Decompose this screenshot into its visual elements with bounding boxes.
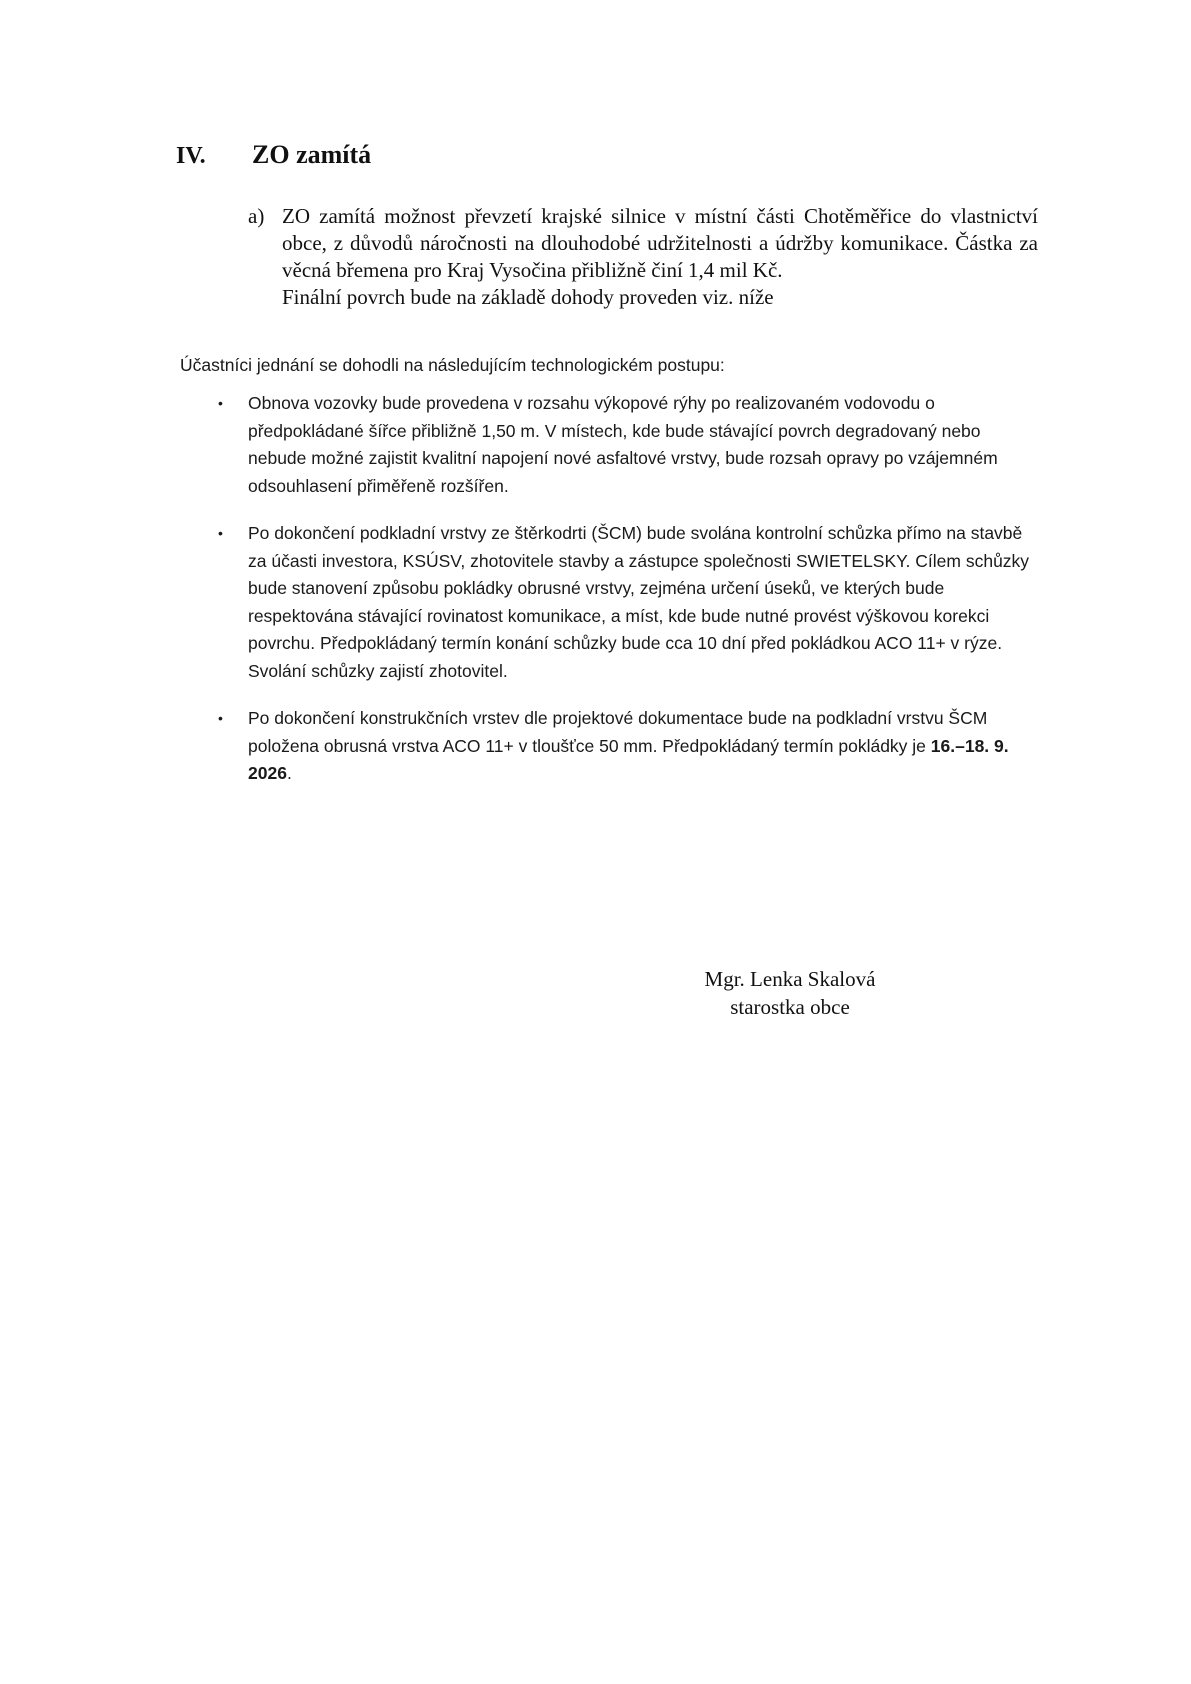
- list-item-text-main: Po dokončení konstrukčních vrstev dle projektové dokumentace bude na podkladní vrstvu ŠCM položena obrusná vrstva ACO 11+ v tloušťce 50 mm. Předpokládaný termín pokládky je: [248, 708, 988, 756]
- section-heading: [176, 140, 371, 170]
- signature-role: starostka obce: [730, 995, 850, 1019]
- paving-date: 16.–18. 9. 2026: [248, 735, 1009, 783]
- list-item: [176, 520, 1056, 685]
- list-item-text: [248, 705, 1056, 788]
- list-item: [176, 390, 1056, 500]
- list-item-text: Po dokončení podkladní vrstvy ze štěrkodrti (ŠCM) bude svolána kontrolní schůzka přímo na stavbě za účasti investora, KSÚSV, zhotovitele stavby a zástupce společnosti SWIETELSKY. Cílem schůzky bude stanovení způsobu pokládky obrusné vrstvy, zejména určení úseků, ve kterých bude respektována stávající rovinatost komunikace, a míst, kde bude nutné provést výškovou korekci povrchu. Předpokládaný termín konání schůzky bude cca 10 dní před pokládkou ACO 11+ v rýze. Svolání schůzky zajistí zhotovitel.: [248, 523, 1030, 681]
- insert-intro: Účastníci jednání se dohodli na následujícím technologickém postupu:: [180, 355, 725, 375]
- section-title: ZO zamítá: [252, 140, 372, 169]
- list-item: [176, 705, 1056, 788]
- resolution-item-a: [248, 203, 1038, 284]
- list-item-text-tail: .: [286, 763, 292, 783]
- section-number: IV.: [176, 143, 206, 169]
- signature-name: Mgr. Lenka Skalová: [704, 967, 876, 991]
- insert-list: [176, 390, 1056, 788]
- resolution-note: Finální povrch bude na základě dohody proveden viz. níže: [282, 285, 774, 309]
- bullet-icon: •: [218, 525, 223, 541]
- scanned-insert: [176, 355, 1056, 808]
- resolution-label: a): [248, 204, 265, 228]
- list-item-text: Obnova vozovky bude provedena v rozsahu výkopové rýhy po realizovaném vodovodu o předpokládané šířce přibližně 1,50 m. V místech, kde bude stávající povrch degradovaný nebo nebude možné zajistit kvalitní napojení nové asfaltové vrstvy, bude rozsah opravy po vzájemném odsouhlasení přiměřeně rozšířen.: [248, 393, 998, 496]
- signature-block: [660, 965, 920, 1021]
- bullet-icon: •: [218, 710, 223, 726]
- resolution-text: ZO zamítá možnost převzetí krajské silnice v místní části Chotěměřice do vlastnictví obce, z důvodů náročnosti na dlouhodobé udržitelnosti a údržby komunikace. Částka za věcná břemena pro Kraj Vysočina přibližně činí 1,4 mil Kč.: [282, 204, 1038, 282]
- bullet-icon: •: [218, 395, 223, 411]
- resolution-paragraph: [248, 203, 1038, 311]
- resolution-body: [282, 203, 1038, 284]
